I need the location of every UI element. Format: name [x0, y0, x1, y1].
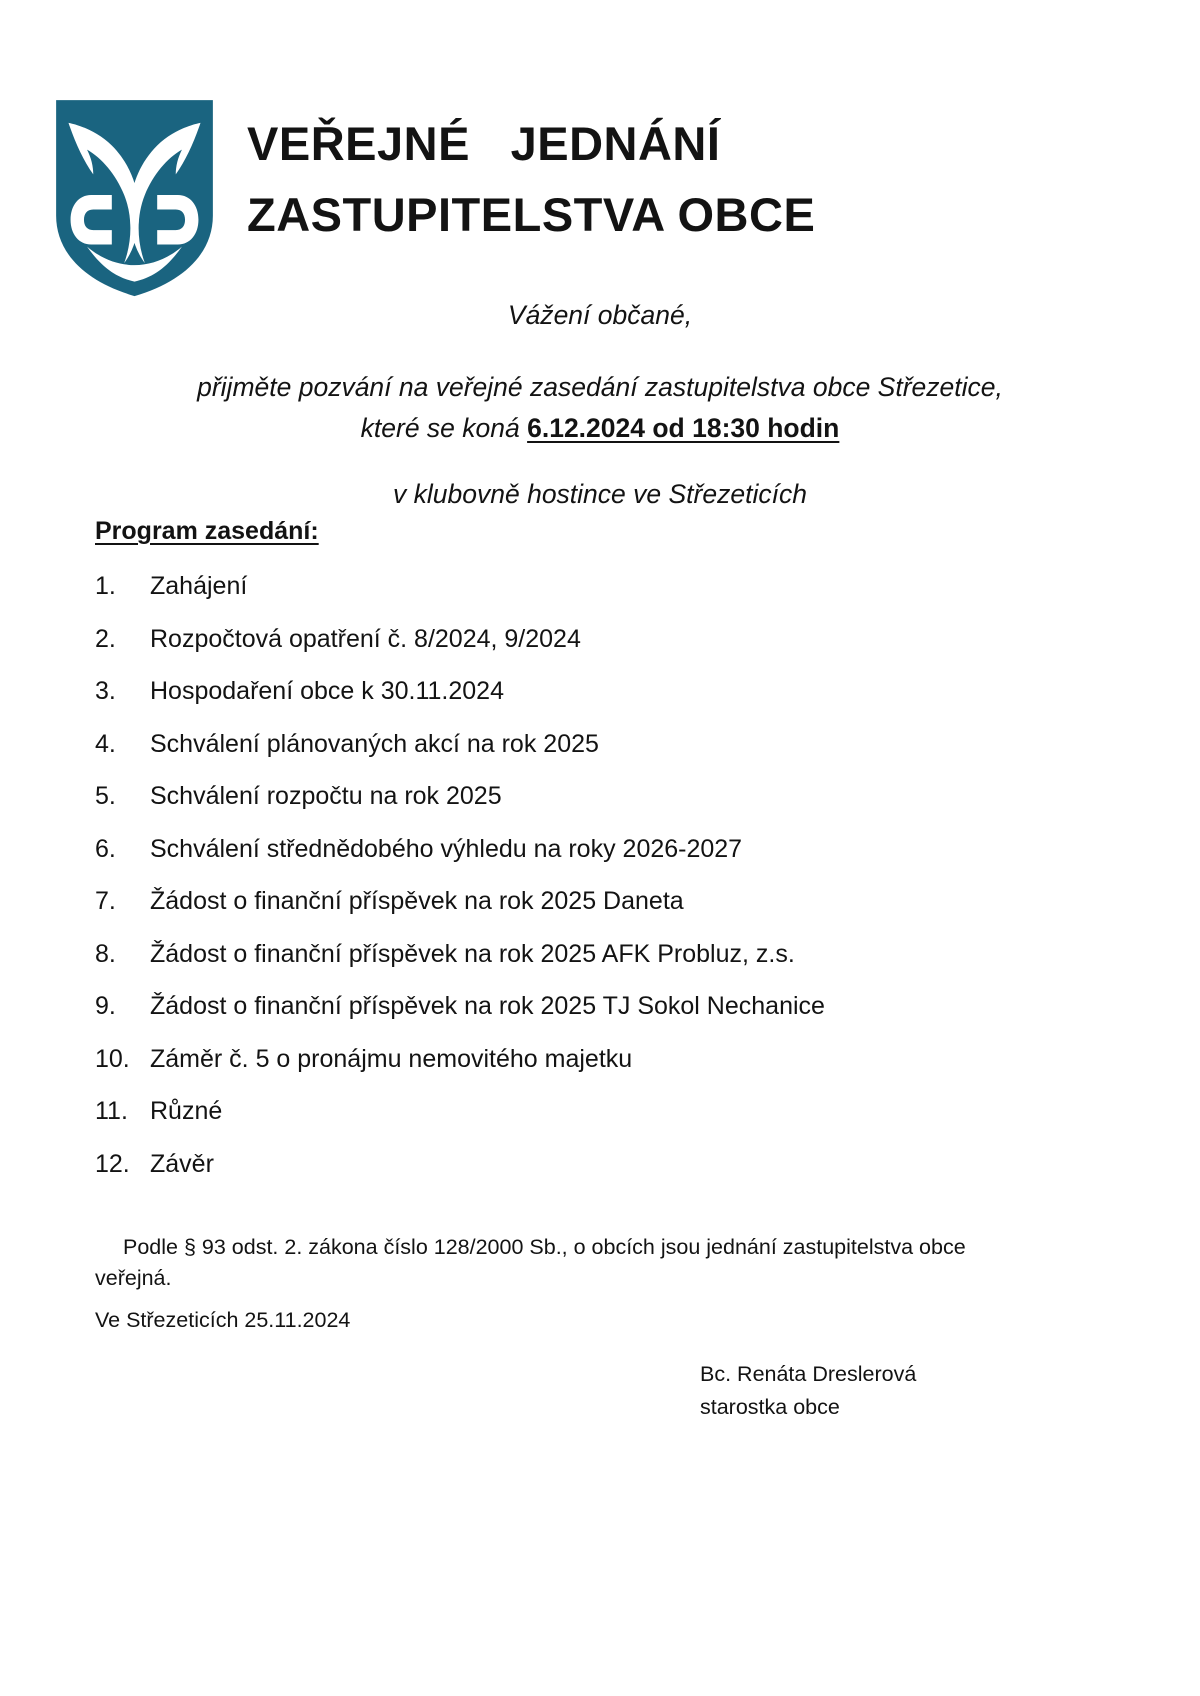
meeting-venue: v klubovně hostince ve Střezeticích [393, 479, 807, 510]
list-item [95, 1045, 1105, 1098]
list-item [95, 572, 1105, 625]
list-item-label: Schválení střednědobého výhledu na roky 2026-2027 [150, 834, 743, 863]
list-item-label: Záměr č. 5 o pronájmu nemovitého majetku [150, 1044, 633, 1073]
list-item-number: 10. [95, 1044, 130, 1073]
list-item-label: Schválení plánovaných akcí na rok 2025 [150, 729, 599, 758]
place-and-date: Ve Střezeticích 25.11.2024 [95, 1308, 351, 1332]
municipal-coat-of-arms-icon [52, 96, 217, 300]
list-item [95, 992, 1105, 1045]
list-item [95, 1150, 1105, 1203]
title-line-2: ZASTUPITELSTVA OBCE [247, 188, 816, 242]
signature-block [700, 1358, 916, 1425]
list-item [95, 940, 1105, 993]
list-item-number: 2. [95, 624, 116, 653]
legal-notice: Podle § 93 odst. 2. zákona číslo 128/2000 Sb., o obcích jsou jednání zastupitelstva obce veřejná. [95, 1235, 966, 1290]
program-heading: Program zasedání: [95, 517, 319, 545]
list-item-label: Rozpočtová opatření č. 8/2024, 9/2024 [150, 624, 581, 653]
list-item [95, 782, 1105, 835]
list-item-number: 8. [95, 939, 116, 968]
list-item-label: Schválení rozpočtu na rok 2025 [150, 782, 502, 810]
invitation-text [0, 367, 1200, 449]
list-item-label: Žádost o finanční příspěvek na rok 2025 TJ Sokol Nechanice [150, 992, 825, 1020]
signer-name: Bc. Renáta Dreslerová [700, 1362, 917, 1386]
invitation-line-2-prefix: které se koná [360, 413, 520, 444]
list-item-number: 12. [95, 1149, 130, 1178]
salutation: Vážení občané, [507, 300, 693, 330]
page-title [247, 88, 815, 243]
meeting-date-time: 6.12.2024 od 18:30 hodin [527, 413, 840, 444]
list-item [95, 625, 1105, 678]
title-line-1: VEŘEJNÉ JEDNÁNÍ [247, 117, 721, 170]
list-item-number: 1. [95, 572, 116, 600]
document-header [0, 88, 1200, 300]
list-item [95, 677, 1105, 730]
list-item-label: Zahájení [150, 572, 248, 600]
list-item-number: 7. [95, 887, 116, 915]
list-item-number: 5. [95, 782, 116, 810]
list-item [95, 835, 1105, 888]
list-item-label: Hospodaření obce k 30.11.2024 [150, 677, 504, 705]
list-item-number: 9. [95, 992, 116, 1020]
list-item [95, 730, 1105, 783]
list-item-label: Různé [150, 1097, 223, 1125]
list-item-label: Žádost o finanční příspěvek na rok 2025 AFK Probluz, z.s. [150, 939, 795, 968]
list-item-label: Závěr [150, 1149, 214, 1178]
list-item [95, 887, 1105, 940]
list-item-number: 3. [95, 677, 116, 705]
list-item-number: 6. [95, 834, 116, 863]
program-list [95, 572, 1105, 1202]
invitation-intro [0, 300, 1200, 510]
signer-role: starostka obce [700, 1395, 840, 1420]
list-item [95, 1097, 1105, 1150]
invitation-line-1: přijměte pozvání na veřejné zasedání zastupitelstva obce Střezetice, [197, 372, 1003, 402]
list-item-number: 4. [95, 729, 116, 758]
list-item-label: Žádost o finanční příspěvek na rok 2025 Daneta [150, 887, 684, 915]
list-item-number: 11. [95, 1097, 128, 1125]
